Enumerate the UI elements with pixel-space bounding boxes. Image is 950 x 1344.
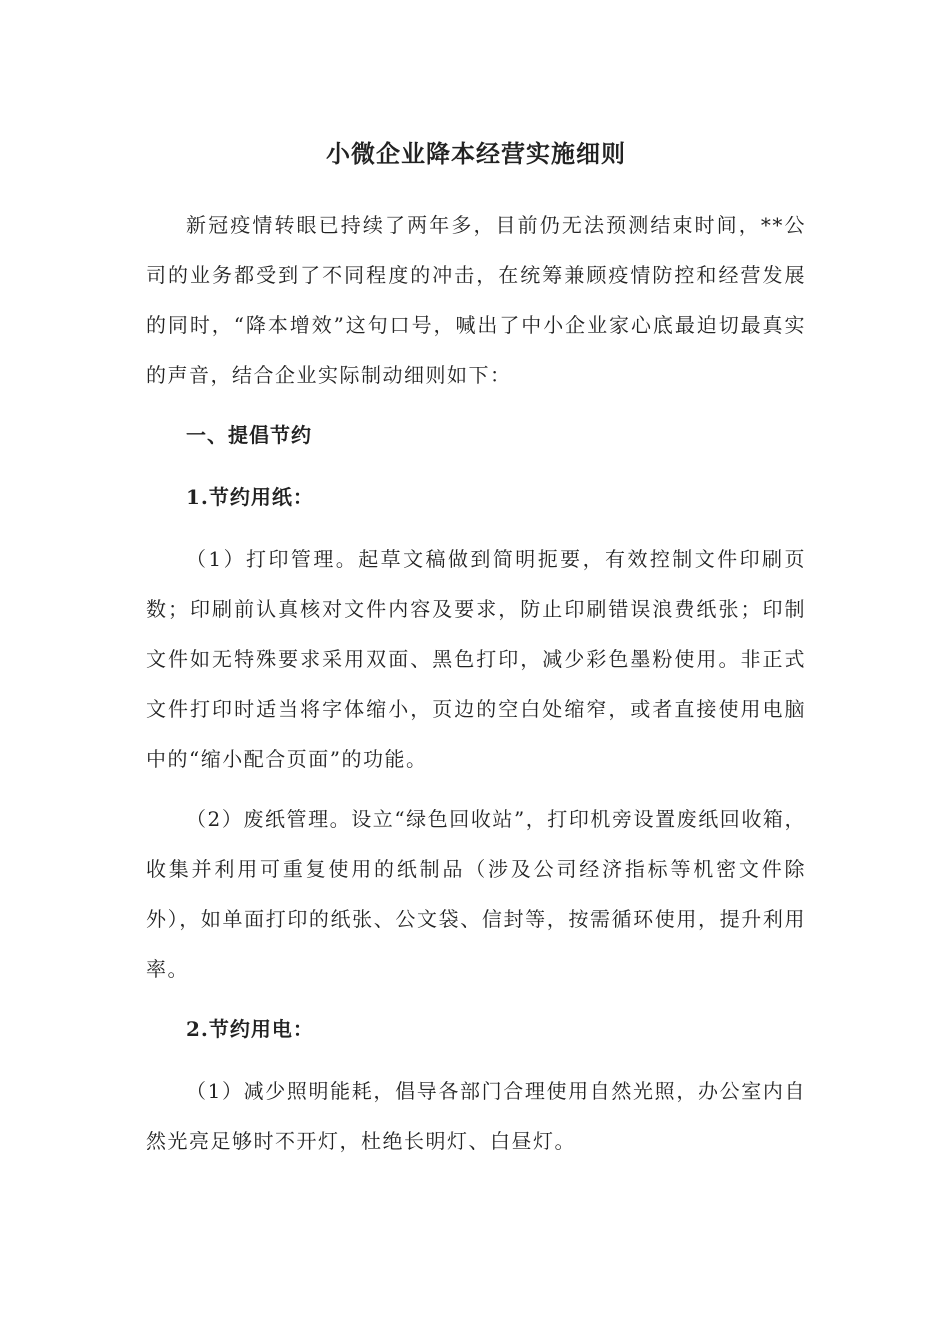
intro-paragraph: 新冠疫情转眼已持续了两年多，目前仍无法预测结束时间，**公司的业务都受到了不同程度的冲击，在统筹兼顾疫情防控和经营发展的同时，“降本增效”这句口号，喊出了中小企业家心底最迫切最真实的声音，结合企业实际制动细则如下： [146, 213, 806, 387]
paragraph-waste-paper-management: （2）废纸管理。设立“绿色回收站”，打印机旁设置废纸回收箱，收集并利用可重复使用的纸制品（涉及公司经济指标等机密文件除外），如单面打印的纸张、公文袋、信封等，按需循环使用，提升利用率。 [146, 807, 806, 981]
paragraph-print-management: （1）打印管理。起草文稿做到简明扼要，有效控制文件印刷页数；印刷前认真核对文件内容及要求，防止印刷错误浪费纸张；印制文件如无特殊要求采用双面、黑色打印，减少彩色墨粉使用。非正式文件打印时适当将字体缩小，页边的空白处缩窄，或者直接使用电脑中的“缩小配合页面”的功能。 [146, 547, 806, 771]
subheading-save-paper: 1.节约用纸： [186, 485, 314, 509]
document-title: 小微企业降本经营实施细则 [326, 139, 626, 168]
document-page [146, 128, 806, 1176]
subheading-save-electricity: 2.节约用电： [186, 1017, 314, 1041]
paragraph-reduce-lighting: （1）减少照明能耗，倡导各部门合理使用自然光照，办公室内自然光亮足够时不开灯，杜绝长明灯、白昼灯。 [146, 1079, 806, 1153]
section-heading-save: 一、提倡节约 [186, 423, 312, 447]
